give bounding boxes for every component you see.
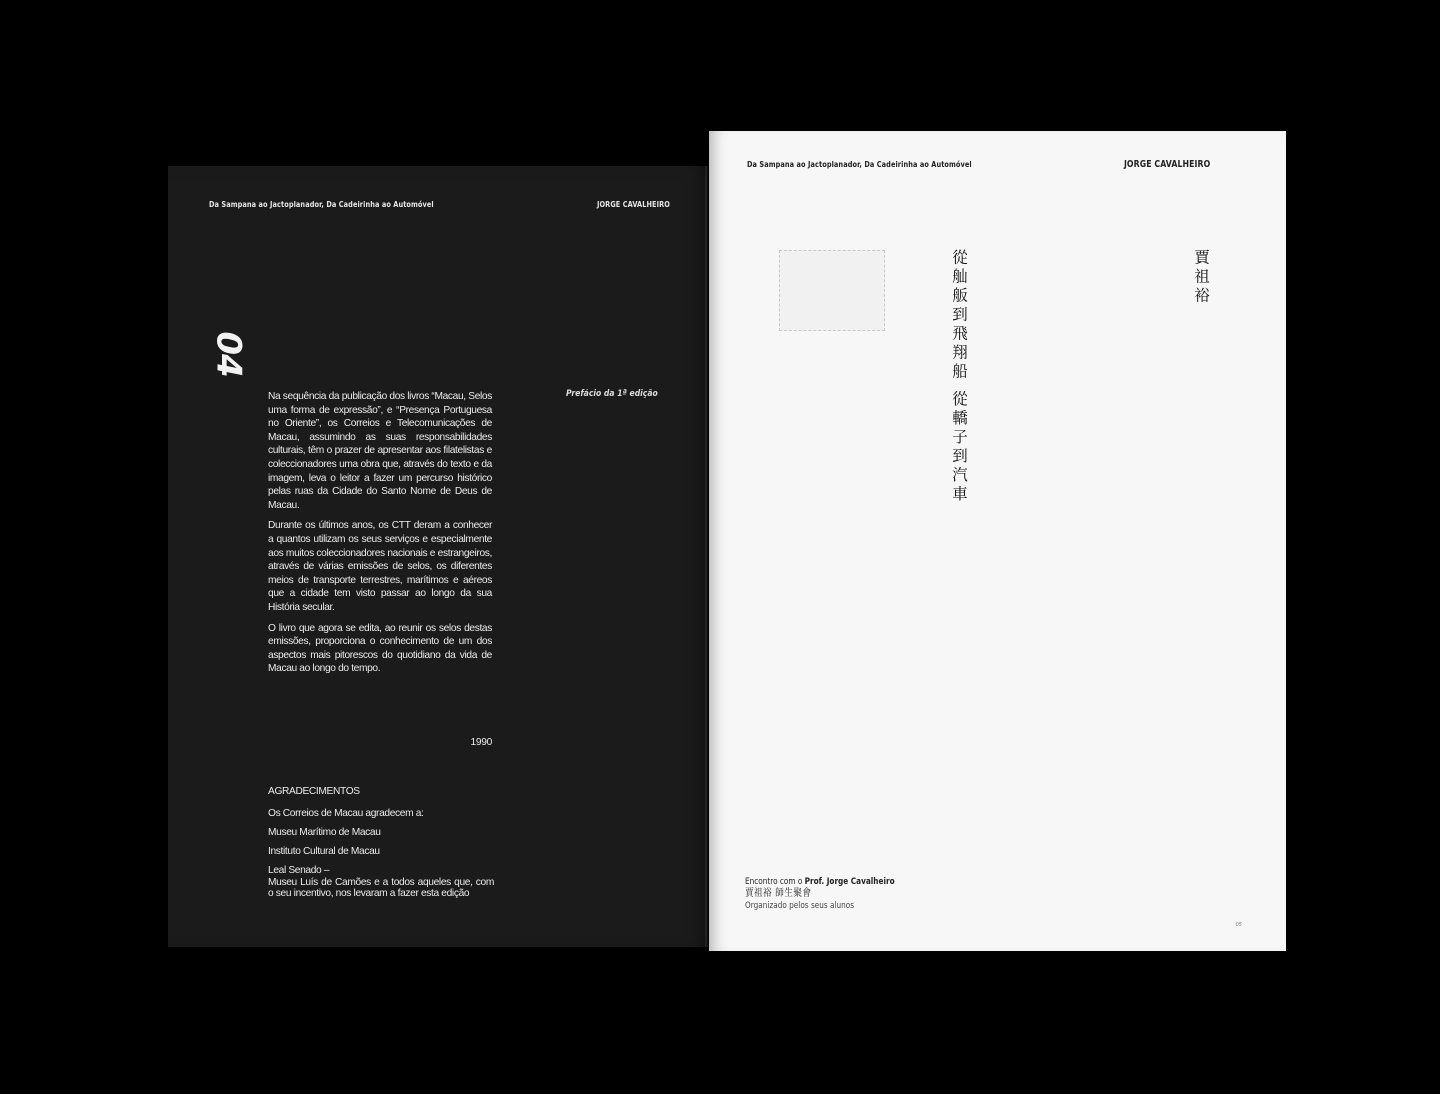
- footer-prefix: Encontro com o: [745, 877, 805, 887]
- acknowledgement-item: Leal Senado –: [268, 865, 330, 876]
- stamp-placeholder: [779, 250, 885, 331]
- left-header-author: JORGE CAVALHEIRO: [597, 200, 670, 209]
- right-page: [709, 131, 1286, 951]
- right-header-title: Da Sampana ao Jactoplanador, Da Cadeirinha ao Automóvel: [747, 160, 972, 169]
- footer-professor-name: Prof. Jorge Cavalheiro: [804, 877, 895, 887]
- preface-year: 1990: [470, 737, 492, 748]
- chinese-title-line-1: 從舢舨到飛翔船: [950, 249, 968, 382]
- left-page: [168, 166, 708, 947]
- preface-paragraph-3: O livro que agora se edita, ao reunir os selos destas emissões, proporciona o conhecimento de um dos aspectos mais pitorescos do quotidiano da vida de Macau ao longo do tempo.: [268, 622, 492, 675]
- footer-organized: Organizado pelos seus alunos: [745, 901, 855, 911]
- page-number: 05: [1235, 922, 1242, 928]
- preface-body: [268, 390, 492, 683]
- chinese-title-vertical: [948, 249, 969, 504]
- preface-paragraph-2: Durante os últimos anos, os CTT deram a conhecer a quantos utilizam os seus serviços e especialmente aos muitos coleccionadores nacionais e estrangeiros, através de várias emissões de selos, os diferentes meios de transporte terrestres, marítimos e aéreos que a cidade tem visto passar ao longo da sua História secular.: [268, 520, 492, 613]
- chinese-title-line-2: 從轎子到汽車: [950, 390, 968, 505]
- acknowledgements-heading: AGRADECIMENTOS: [268, 786, 360, 797]
- author-chinese-name: 賈祖裕: [1192, 249, 1210, 306]
- footer-meeting-line: [745, 876, 895, 888]
- acknowledgement-item: Instituto Cultural de Macau: [268, 846, 380, 857]
- acknowledgements-section: [268, 786, 494, 899]
- footer-credit: [745, 876, 919, 912]
- acknowledgement-item: Museu Marítimo de Macau: [268, 827, 381, 838]
- preface-label: Prefácio da 1ª edição: [566, 389, 658, 399]
- preface-paragraph-1: Na sequência da publicação dos livros “Macau, Selos uma forma de expressão”, e “Presença Portuguesa no Oriente”, os Correios e Telecomunicações de Macau, assumindo as suas responsabilidades culturais, têm o prazer de apresentar aos filatelistas e coleccionadores uma obra que, através do texto e da imagem, leva o leitor a fazer um percurso histórico pelas ruas da Cidade do Santo Nome de Deus de Macau.: [268, 391, 492, 511]
- acknowledgements-intro: Os Correios de Macau agradecem a:: [268, 808, 424, 819]
- chapter-number: 04: [208, 331, 249, 377]
- acknowledgement-item-last: Museu Luís de Camões e a todos aqueles que, com o seu incentivo, nos levaram a fazer esta edição: [268, 877, 494, 899]
- left-header-title: Da Sampana ao Jactoplanador, Da Cadeirinha ao Automóvel: [209, 200, 434, 209]
- footer-chinese: 賈祖裕 師生聚會: [745, 888, 812, 899]
- right-header-author: JORGE CAVALHEIRO: [1123, 159, 1210, 170]
